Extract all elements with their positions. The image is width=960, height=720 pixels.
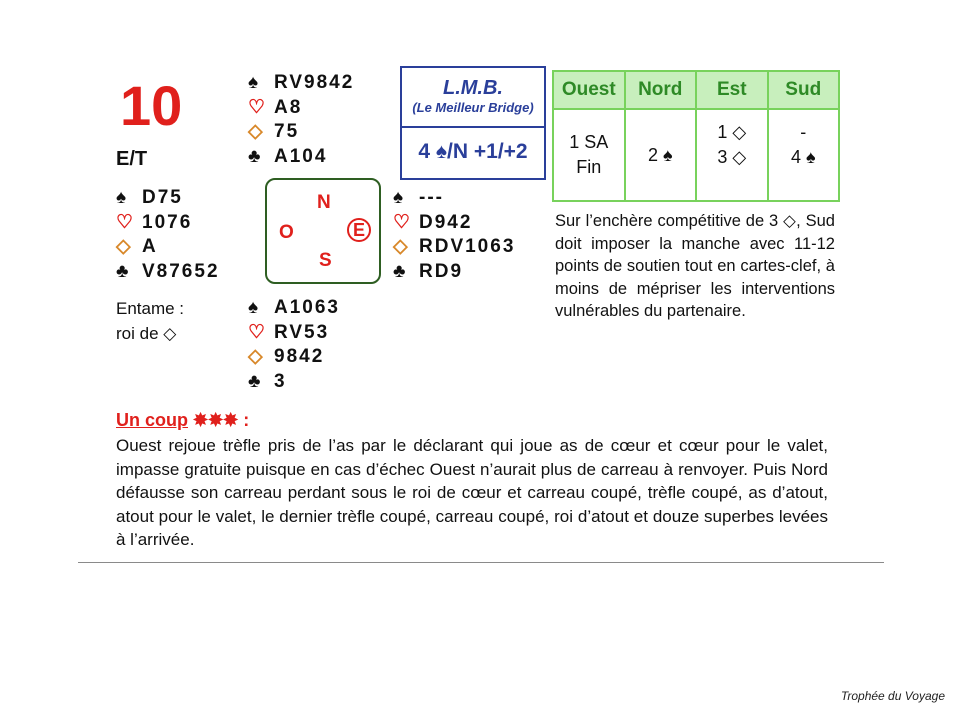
compass-east-dealer: E	[347, 218, 371, 242]
header-ouest: Ouest	[553, 71, 625, 109]
compass-south: S	[319, 250, 332, 271]
north-spades	[248, 71, 354, 96]
south-hearts	[248, 321, 340, 346]
bidding-header-row	[553, 71, 839, 109]
heart-icon: ♡	[393, 211, 411, 233]
bid: 4 ♠	[790, 147, 816, 167]
bids-est	[696, 109, 768, 201]
west-clubs	[116, 260, 220, 285]
west-diamonds	[116, 235, 220, 260]
spade-icon: ♠	[248, 72, 259, 93]
compass-north: N	[317, 192, 331, 213]
club-icon: ♣	[393, 260, 406, 282]
south-hand	[248, 296, 340, 394]
west-diamond-cards: A	[142, 236, 158, 257]
south-diamonds	[248, 345, 340, 370]
spade-icon: ♠	[116, 187, 127, 208]
east-spade-cards: ---	[419, 187, 444, 208]
west-spades	[116, 186, 220, 211]
star-rating-icon: ✸✸✸	[193, 410, 239, 430]
north-hand	[248, 71, 354, 169]
opening-lead	[116, 296, 184, 346]
north-diamonds	[248, 120, 354, 145]
north-heart-cards: A8	[274, 96, 303, 118]
north-diamond-cards: 75	[274, 121, 300, 142]
header-est: Est	[696, 71, 768, 109]
heart-icon: ♡	[248, 321, 266, 343]
east-club-cards: RD9	[419, 260, 464, 282]
club-icon: ♣	[248, 370, 261, 392]
lmb-box	[400, 66, 546, 180]
lead-card: roi de ◇	[116, 324, 177, 343]
diamond-icon: ◇	[248, 121, 263, 142]
south-heart-cards: RV53	[274, 321, 330, 343]
east-diamonds	[393, 235, 515, 260]
heart-icon: ♡	[116, 211, 134, 233]
bid: -	[800, 122, 807, 142]
lmb-contract: 4 ♠/N +1/+2	[418, 140, 528, 163]
south-spades	[248, 296, 340, 321]
header-nord: Nord	[625, 71, 697, 109]
north-hearts	[248, 96, 354, 121]
south-diamond-cards: 9842	[274, 346, 325, 367]
north-clubs	[248, 145, 354, 170]
bidding-commentary: Sur l’enchère compétitive de 3 ◇, Sud doit imposer la manche avec 11-12 points de soutien tout en cartes-clef, à moins de mépriser les interventions vulnérables du partenaire.	[555, 212, 835, 320]
bidding-table	[552, 70, 840, 202]
lead-label: Entame :	[116, 299, 185, 318]
diamond-icon: ◇	[116, 236, 131, 257]
club-icon: ♣	[116, 260, 129, 282]
header-sud: Sud	[768, 71, 840, 109]
lmb-header	[402, 68, 544, 128]
bids-nord	[625, 109, 697, 201]
board-number: 10	[120, 74, 183, 137]
diamond-icon: ◇	[393, 236, 408, 257]
coup-text: Ouest rejoue trèfle pris de l’as par le déclarant qui joue as de cœur et cœur pour le valet, impasse gratuite puisque en cas d’échec Ouest n’aurait plus de carreau à renvoyer. Puis Nord défausse son carreau perdant sous le roi de cœur et carreau coupé, trèfle coupé, as d’atout, atout pour le valet, le dernier trèfle coupé, carreau coupé, roi d’atout et douze superbes levées à l’arrivée.	[116, 436, 828, 549]
bids-ouest	[553, 109, 625, 201]
lmb-title: L.M.B.	[443, 77, 503, 99]
bid: 2 ♠	[647, 144, 673, 165]
bid: 3 ◇	[717, 147, 747, 167]
spade-icon: ♠	[248, 297, 259, 318]
heart-icon: ♡	[248, 96, 266, 118]
east-clubs	[393, 260, 515, 285]
lmb-subtitle: (Le Meilleur Bridge)	[412, 100, 534, 115]
west-hearts	[116, 211, 220, 236]
diamond-icon: ◇	[248, 346, 263, 367]
footer-caption: Trophée du Voyage	[840, 689, 945, 703]
south-clubs	[248, 370, 340, 395]
coup-heading	[116, 410, 249, 431]
compass-box	[265, 178, 381, 284]
north-club-cards: A104	[274, 145, 328, 167]
east-diamond-cards: RDV1063	[419, 236, 516, 257]
club-icon: ♣	[248, 145, 261, 167]
south-spade-cards: A1063	[274, 297, 340, 318]
north-spade-cards: RV9842	[274, 72, 355, 93]
west-heart-cards: 1076	[142, 211, 193, 233]
west-club-cards: V87652	[142, 260, 220, 282]
divider	[78, 562, 884, 563]
bid: 1 ◇	[717, 122, 747, 142]
coup-colon: :	[243, 410, 250, 430]
dealer-vulnerability: E/T	[116, 148, 148, 170]
bidding-body-row	[553, 109, 839, 201]
bids-sud	[768, 109, 840, 201]
west-hand	[116, 186, 220, 284]
south-club-cards: 3	[274, 370, 287, 392]
east-hearts	[393, 211, 515, 236]
compass-west: O	[279, 222, 294, 243]
bid: Fin	[576, 157, 602, 177]
west-spade-cards: D75	[142, 187, 183, 208]
east-heart-cards: D942	[419, 211, 473, 233]
spade-icon: ♠	[393, 187, 404, 208]
east-hand	[393, 186, 515, 284]
coup-title: Un coup	[116, 410, 188, 430]
bid: 1 SA	[569, 132, 609, 152]
east-spades	[393, 186, 515, 211]
